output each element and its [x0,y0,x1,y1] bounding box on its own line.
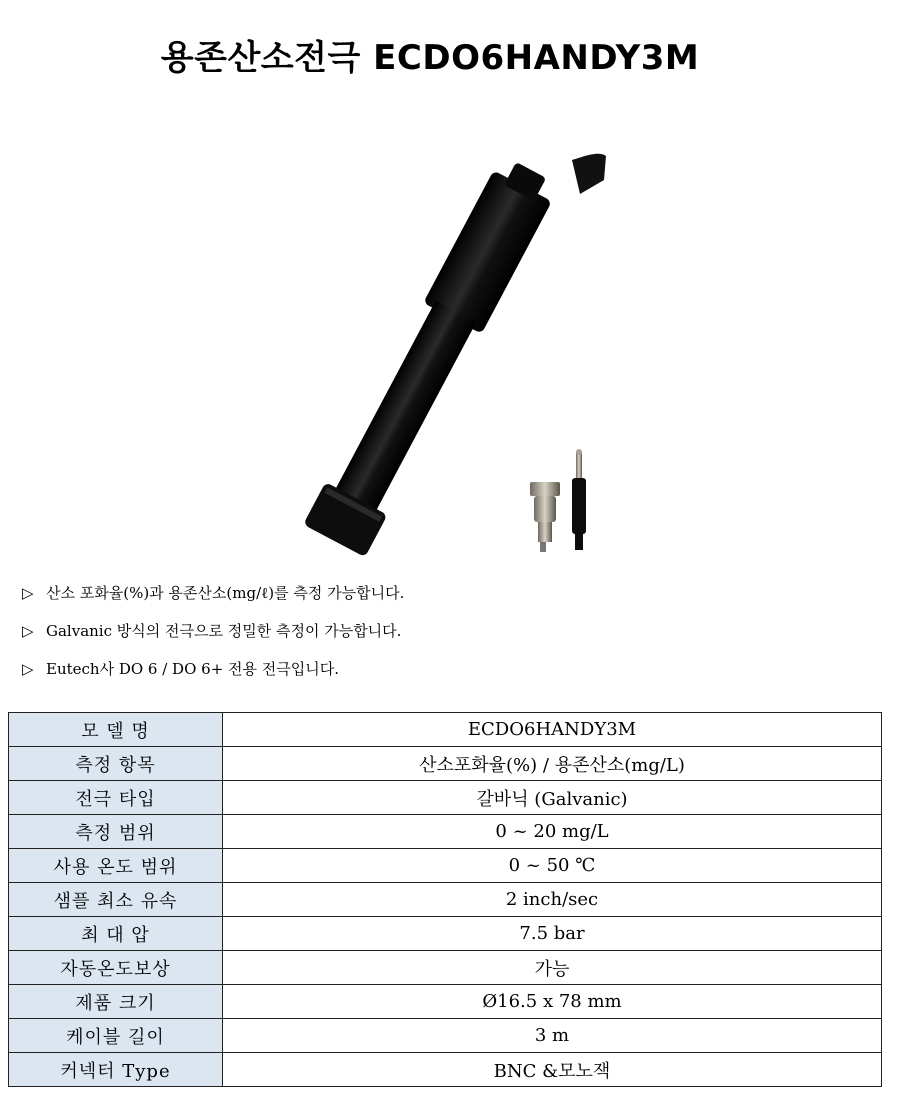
table-row [9,713,882,747]
feature-item [22,618,404,656]
page-title: 용존산소전극 ECDO6HANDY3M [160,38,700,78]
feature-item [22,656,404,694]
spec-label: 최 대 압 [9,917,223,951]
cable [572,154,606,194]
feature-text: Galvanic 방식의 전극으로 정밀한 측정이 가능합니다. [46,622,402,640]
spec-label: 자동온도보상 [9,951,223,985]
spec-value: Ø16.5 x 78 mm [223,985,882,1019]
spec-label: 사용 온도 범위 [9,849,223,883]
spec-label: 전극 타입 [9,781,223,815]
spec-label: 모 델 명 [9,713,223,747]
table-row [9,883,882,917]
spec-label: 커넥터 Type [9,1053,223,1087]
spec-label: 샘플 최소 유속 [9,883,223,917]
triangle-bullet-icon: ▷ [22,584,34,602]
spec-value: 3 m [223,1019,882,1053]
electrode-product-image [200,140,640,560]
feature-text: 산소 포화율(%)과 용존산소(mg/ℓ)를 측정 가능합니다. [46,584,405,602]
spec-value: 갈바닉 (Galvanic) [223,781,882,815]
spec-value: 0 ~ 20 mg/L [223,815,882,849]
mono-jack-connector [572,449,586,550]
triangle-bullet-icon: ▷ [22,622,34,640]
triangle-bullet-icon: ▷ [22,660,34,678]
spec-value: 0 ~ 50 ℃ [223,849,882,883]
feature-item [22,580,404,618]
table-row [9,951,882,985]
bnc-connector [530,482,560,552]
table-row [9,985,882,1019]
spec-label: 제품 크기 [9,985,223,1019]
probe-body [328,300,477,525]
spec-value: 가능 [223,951,882,985]
spec-label: 케이블 길이 [9,1019,223,1053]
table-row [9,815,882,849]
spec-value: 산소포화율(%) / 용존산소(mg/L) [223,747,882,781]
spec-value: ECDO6HANDY3M [223,713,882,747]
spec-value: 2 inch/sec [223,883,882,917]
table-row [9,781,882,815]
spec-table [8,712,882,1087]
spec-label: 측정 항목 [9,747,223,781]
spec-value: 7.5 bar [223,917,882,951]
spec-value: BNC &모노잭 [223,1053,882,1087]
feature-list [22,580,404,694]
table-row [9,1019,882,1053]
table-row [9,1053,882,1087]
table-row [9,917,882,951]
table-row [9,747,882,781]
table-row [9,849,882,883]
spec-label: 측정 범위 [9,815,223,849]
feature-text: Eutech사 DO 6 / DO 6+ 전용 전극입니다. [46,660,339,678]
